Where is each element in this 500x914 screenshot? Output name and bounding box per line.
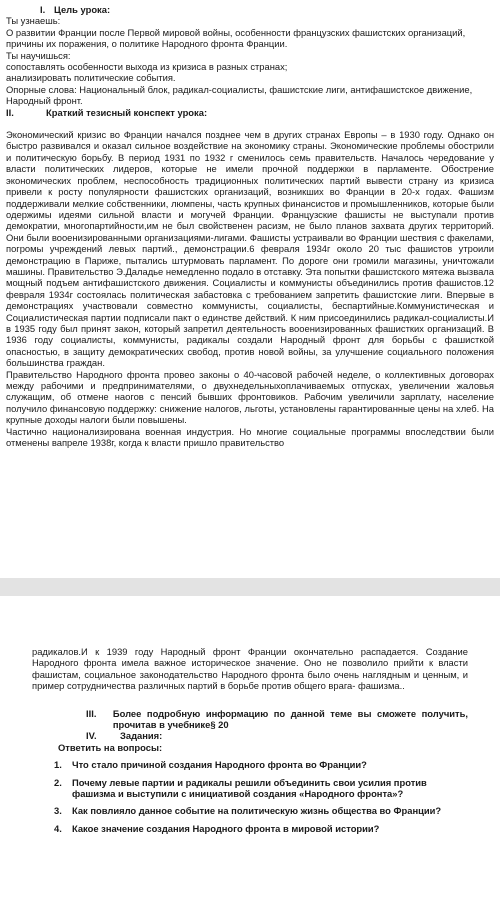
summary-paragraph-1: Экономический кризис во Франции начался позднее чем в других странах Европы – в 1930 году. Однако он быстро развивался и оказал сильное воздействие на экономику страны. Экономические проблемы обострили и политическую борьбу. В период 1931 по 1932 г сменилось семь правительств. Началось чередование у власти политических лидеров, которые не имели прочной поддержки в парламенте. Обострение экономических проблем, неспособность традиционных политических партий вывести страну из кризиса привели к росту популярности фашистских организаций, возникших во Франции в 20-х годах. Фашизм поддерживали мелкие собственники, люмпены, часть крупных финансистов и промышленников, которые были одержимы идеями сильной власти и могучей Франции. Французские фашисты не выступали против демократии, многопартийности,им не был свойственен расизм, не было планов захвата других территорий. Они были вооенизированными организациями-лигами. Фашисты устраивали во Франции шествия с факелами, погромы учреждений левых партий., демонстрации.6 февраля 1934г около 20 тыс фашистов утроили демонстрацию в Париже, пытались штурмовать парламент. По дороге они громили магазины, уничтожали машины. Правительство Э.Даладье немедленно подало в отставку. Эта попытки фашистского мятежа вызвала мощный подъем антифашистского движения. Социалисты и коммунисты объединились против фашистов.12 февраля 1934г состоялась политическая забастовка с требованием запретить фашистские лиги. Впервые в демонстрациях участвовали совместно коммунисты, социалисты, беспартийные.Коммунистическая и Социалистическая партии подписали пакт о единстве действий. К ним присоединились радикал-социалисты.И в 1935 году был принят закон, который запретил деятельность вооенизированных фашистких организаций. В 1936 году социалисты, коммунисты, радикалы создали Народный фронт для борьбы с фашисткой опасностью, в защиту демократических свобод, против новой войны, за улучшение социального положения большинства граждан. bbox=[6, 129, 494, 369]
section-3-text: Более подробную информацию по данной теме вы сможете получить, прочитав в учебнике§ 20 bbox=[112, 707, 468, 731]
question-text: Какое значение создания Народного фронта в мировой истории? bbox=[72, 822, 380, 834]
question-text: Как повлияло данное событие на политическую жизнь общества во Франции? bbox=[72, 805, 442, 817]
goal-line-4: сопоставлять особенности выхода из кризиса в разных странах; bbox=[6, 61, 288, 73]
section-1-numeral: I. bbox=[40, 4, 46, 15]
summary-paragraph-2: Правительство Народного фронта провео законы о 40-часовой рабочей неделе, о коллективных договорах между рабочими и предпринимателями, о двухнедельныхоплачиваемых отпусках, увеличении жаловья служащим, об отмене наогов с пенсий бывших фронтовиков. Рабочим увеличили зарплату, население получило финансовую поддержку: снижение налогов, льготы, установлены гарантированные цены на хлеб. На крупные доходы налоги были повышены. bbox=[6, 368, 494, 426]
goal-line-2: О развитии Франции после Первой мировой войны, особенности французских фашистских организаций, причины их поражения, о политике Народного фронта Франции. bbox=[6, 26, 466, 50]
question-number: 3. bbox=[54, 805, 62, 817]
question-text: Что стало причиной создания Народного фронта во Франции? bbox=[72, 759, 367, 771]
goal-line-1: Ты узнаешь: bbox=[6, 15, 61, 27]
goal-line-3: Ты научишься: bbox=[6, 49, 71, 61]
section-1-heading bbox=[6, 4, 494, 15]
question-1 bbox=[6, 759, 494, 770]
question-number: 2. bbox=[54, 776, 62, 788]
section-3 bbox=[6, 708, 494, 731]
section-2-numeral: II. bbox=[6, 106, 14, 118]
summary-continuation: радикалов.И к 1939 году Народный фронт Франции окончательно распадается. Создание Народного фронта имела важное историческое значение. Оно не позволило прийти к власти фашистам, социальное законодательство Народного фронта было очень наглядным и ценным, и пример сотрудничества различных партий в борьбе против общего врага- фашизма.. bbox=[32, 646, 468, 692]
document-page-2 bbox=[0, 596, 500, 914]
key-words: Опорные слова: Национальный блок, радикал-социалисты, фашистские лиги, антифашистское движение, Народный фронт. bbox=[6, 83, 473, 107]
section-4-heading bbox=[6, 730, 494, 741]
section-2-heading bbox=[6, 107, 494, 118]
question-number: 4. bbox=[54, 822, 62, 834]
goal-line-5: анализировать политические события. bbox=[6, 72, 176, 84]
question-3 bbox=[6, 805, 494, 816]
question-2 bbox=[6, 777, 494, 800]
page-gap bbox=[0, 578, 500, 596]
questions-intro: Ответить на вопросы: bbox=[58, 741, 163, 753]
section-4-numeral: IV. bbox=[86, 730, 97, 742]
summary-paragraph-3: Частично национализирована военная индустрия. Но многие социальные программы впоследствии были отменены вапреле 1938г, когда к власти пришло правительство bbox=[6, 425, 494, 449]
section-3-numeral: III. bbox=[86, 707, 97, 719]
section-1-title: Цель урока: bbox=[54, 4, 111, 15]
question-text: Почему левые партии и радикалы решили объединить свои усилия против фашизма и выступили с инициативой создания «Народного фронта»? bbox=[72, 776, 427, 800]
section-2-title: Краткий тезисный конспект урока: bbox=[46, 106, 208, 118]
section-4-title: Задания: bbox=[120, 730, 163, 742]
question-number: 1. bbox=[54, 759, 62, 771]
question-4 bbox=[6, 823, 494, 834]
